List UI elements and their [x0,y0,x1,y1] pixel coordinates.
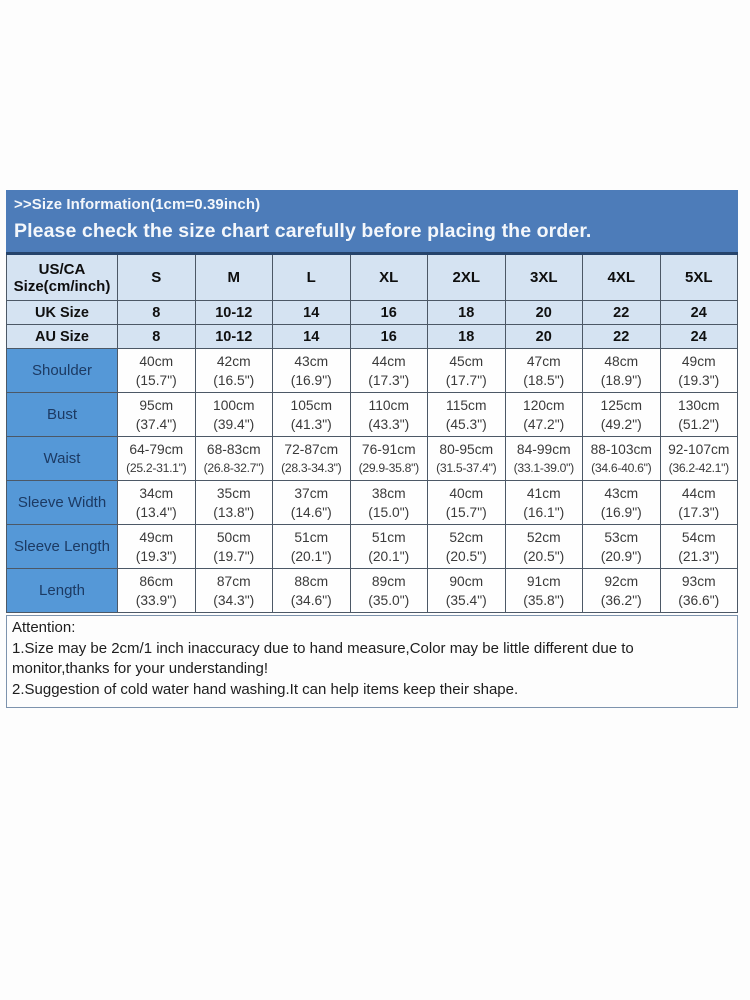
inch-value: (19.3") [678,372,720,388]
measurement-cell [118,437,196,481]
cm-value: 45cm [449,353,484,369]
size-cell: 22 [583,325,661,349]
inch-value: (39.4") [213,416,255,432]
measurement-row [7,393,738,437]
size-cell: 8 [118,301,196,325]
size-cell: 16 [350,325,428,349]
cm-value: 52cm [449,529,484,545]
inch-value: (21.3") [678,548,720,564]
cm-value: 115cm [446,397,487,413]
measurement-cell [273,437,351,481]
cm-value: 130cm [678,397,720,413]
inch-value: (20.1") [290,548,332,564]
size-cell: 18 [428,301,506,325]
inch-value: (51.2") [678,416,720,432]
measurement-cell [505,525,583,569]
cm-value: 54cm [681,529,716,545]
size-column-header: XL [350,254,428,301]
cm-value: 92-107cm [668,441,730,457]
cm-value: 44cm [681,485,716,501]
inch-value: (35.8") [523,592,565,608]
table-header-row [7,254,738,301]
row-label: Waist [7,437,118,481]
measurement-cell [660,481,738,525]
inch-value: (16.9") [600,504,642,520]
inch-value: (15.0") [368,504,410,520]
measurement-cell [273,525,351,569]
size-row [7,301,738,325]
size-cell: 18 [428,325,506,349]
attention-box [6,615,738,708]
cm-value: 91cm [526,573,561,589]
inch-value: (36.6") [678,592,720,608]
measurement-cell [583,525,661,569]
inch-value: (14.6") [290,504,332,520]
cm-value: 90cm [449,573,484,589]
measurement-row [7,349,738,393]
inch-value: (19.7") [213,548,255,564]
row-label: UK Size [7,301,118,325]
cm-value: 64-79cm [129,441,184,457]
cm-value: 35cm [216,485,251,501]
inch-value: (15.7") [445,504,487,520]
cm-value: 120cm [523,397,565,413]
cm-value: 88-103cm [590,441,652,457]
measurement-cell [273,349,351,393]
cm-value: 51cm [294,529,329,545]
size-column-header: 4XL [583,254,661,301]
measurement-cell [273,393,351,437]
cm-value: 34cm [139,485,174,501]
cm-value: 47cm [526,353,561,369]
inch-value: (20.1") [368,548,410,564]
measurement-cell [118,569,196,613]
measurement-cell [505,437,583,481]
inch-value: (17.3") [368,372,410,388]
attention-title: Attention: [12,619,76,636]
size-info-title: >>Size Information(1cm=0.39inch) [14,196,261,213]
inch-value: (16.1") [523,504,565,520]
cm-value: 41cm [526,485,561,501]
size-cell: 24 [660,301,738,325]
measurement-cell [195,481,273,525]
inch-value: (13.8") [213,504,255,520]
measurement-cell [273,481,351,525]
cm-value: 110cm [368,397,409,413]
size-cell: 16 [350,301,428,325]
measurement-cell [350,525,428,569]
inch-value: (18.5") [523,372,565,388]
cm-value: 87cm [216,573,251,589]
cm-value: 43cm [294,353,329,369]
inch-value: (49.2") [600,416,642,432]
measurement-cell [660,569,738,613]
cm-value: 88cm [294,573,329,589]
cm-value: 52cm [526,529,561,545]
measurement-cell [195,393,273,437]
measurement-cell [660,349,738,393]
measurement-cell [195,525,273,569]
inch-value: (28.3-34.3") [281,460,342,475]
measurement-cell [350,349,428,393]
row-label: Bust [7,393,118,437]
cm-value: 89cm [371,573,406,589]
measurement-row [7,437,738,481]
cm-value: 40cm [139,353,174,369]
cm-value: 86cm [139,573,174,589]
row-label: Shoulder [7,349,118,393]
measurement-cell [505,481,583,525]
corner-header-line1: US/CA [38,260,86,278]
cm-value: 92cm [604,573,639,589]
inch-value: (20.9") [600,548,642,564]
cm-value: 49cm [681,353,716,369]
inch-value: (16.5") [213,372,255,388]
cm-value: 50cm [216,529,251,545]
size-cell: 10-12 [195,325,273,349]
row-label: Sleeve Length [7,525,118,569]
size-column-header: M [195,254,273,301]
size-cell: 10-12 [195,301,273,325]
measurement-cell [505,569,583,613]
measurement-cell [195,437,273,481]
measurement-cell [428,437,506,481]
row-label: Sleeve Width [7,481,118,525]
attention-note-1: 1.Size may be 2cm/1 inch inaccuracy due to hand measure,Color may be little different due to monitor,thanks for your understanding! [12,639,634,677]
measurement-cell [583,437,661,481]
size-column-header: S [118,254,196,301]
inch-value: (17.7") [445,372,487,388]
row-label: Length [7,569,118,613]
cm-value: 44cm [371,353,406,369]
measurement-row [7,481,738,525]
measurement-cell [350,437,428,481]
measurement-cell [195,349,273,393]
size-cell: 14 [273,325,351,349]
inch-value: (31.5-37.4") [436,460,497,475]
measurement-cell [583,349,661,393]
measurement-cell [118,393,196,437]
cm-value: 51cm [371,529,406,545]
size-column-header: 2XL [428,254,506,301]
measurement-cell [350,569,428,613]
cm-value: 125cm [600,397,642,413]
measurement-cell [195,569,273,613]
inch-value: (41.3") [290,416,332,432]
size-cell: 8 [118,325,196,349]
size-check-notice: Please check the size chart carefully before placing the order. [14,220,592,242]
cm-value: 40cm [449,485,484,501]
size-column-header: 3XL [505,254,583,301]
measurement-cell [350,393,428,437]
inch-value: (36.2-42.1") [668,460,729,475]
size-column-header: 5XL [660,254,738,301]
cm-value: 49cm [139,529,174,545]
inch-value: (15.7") [135,372,177,388]
cm-value: 68-83cm [206,441,261,457]
inch-value: (45.3") [445,416,487,432]
inch-value: (34.6") [290,592,332,608]
cm-value: 37cm [294,485,329,501]
size-chart-table [6,252,738,613]
inch-value: (34.3") [213,592,255,608]
inch-value: (35.4") [445,592,487,608]
row-label: AU Size [7,325,118,349]
inch-value: (43.3") [368,416,410,432]
measurement-cell [118,481,196,525]
inch-value: (25.2-31.1") [126,460,187,475]
size-cell: 22 [583,301,661,325]
size-column-header: L [273,254,351,301]
measurement-cell [505,393,583,437]
inch-value: (13.4") [135,504,177,520]
inch-value: (19.3") [135,548,177,564]
cm-value: 43cm [604,485,639,501]
inch-value: (36.2") [600,592,642,608]
cm-value: 53cm [604,529,639,545]
corner-header-line2: Size(cm/inch) [13,277,111,295]
cm-value: 95cm [139,397,174,413]
measurement-cell [273,569,351,613]
cm-value: 76-91cm [361,441,416,457]
size-row [7,325,738,349]
corner-header-cell [7,254,118,301]
inch-value: (34.6-40.6") [591,460,652,475]
size-info-banner [6,190,738,252]
cm-value: 100cm [213,397,255,413]
measurement-cell [583,481,661,525]
measurement-cell [428,481,506,525]
inch-value: (17.3") [678,504,720,520]
cm-value: 48cm [604,353,639,369]
size-chart-content [6,190,738,708]
inch-value: (18.9") [600,372,642,388]
inch-value: (26.8-32.7") [203,460,264,475]
measurement-cell [118,349,196,393]
measurement-cell [660,525,738,569]
inch-value: (33.9") [135,592,177,608]
measurement-cell [505,349,583,393]
measurement-cell [660,437,738,481]
inch-value: (33.1-39.0") [513,460,574,475]
cm-value: 93cm [681,573,716,589]
cm-value: 42cm [216,353,251,369]
inch-value: (37.4") [135,416,177,432]
size-cell: 24 [660,325,738,349]
measurement-row [7,569,738,613]
measurement-row [7,525,738,569]
measurement-cell [118,525,196,569]
measurement-cell [428,349,506,393]
inch-value: (20.5") [445,548,487,564]
cm-value: 105cm [290,397,332,413]
inch-value: (35.0") [368,592,410,608]
attention-note-2: 2.Suggestion of cold water hand washing.It can help items keep their shape. [12,680,519,698]
cm-value: 38cm [371,485,406,501]
inch-value: (29.9-35.8") [358,460,419,475]
measurement-cell [583,393,661,437]
inch-value: (20.5") [523,548,565,564]
measurement-cell [428,525,506,569]
cm-value: 80-95cm [439,441,494,457]
inch-value: (16.9") [290,372,332,388]
measurement-cell [428,393,506,437]
cm-value: 84-99cm [516,441,571,457]
measurement-cell [428,569,506,613]
measurement-cell [583,569,661,613]
measurement-cell [660,393,738,437]
cm-value: 72-87cm [284,441,339,457]
measurement-cell [350,481,428,525]
size-cell: 20 [505,301,583,325]
size-cell: 20 [505,325,583,349]
inch-value: (47.2") [523,416,565,432]
size-cell: 14 [273,301,351,325]
